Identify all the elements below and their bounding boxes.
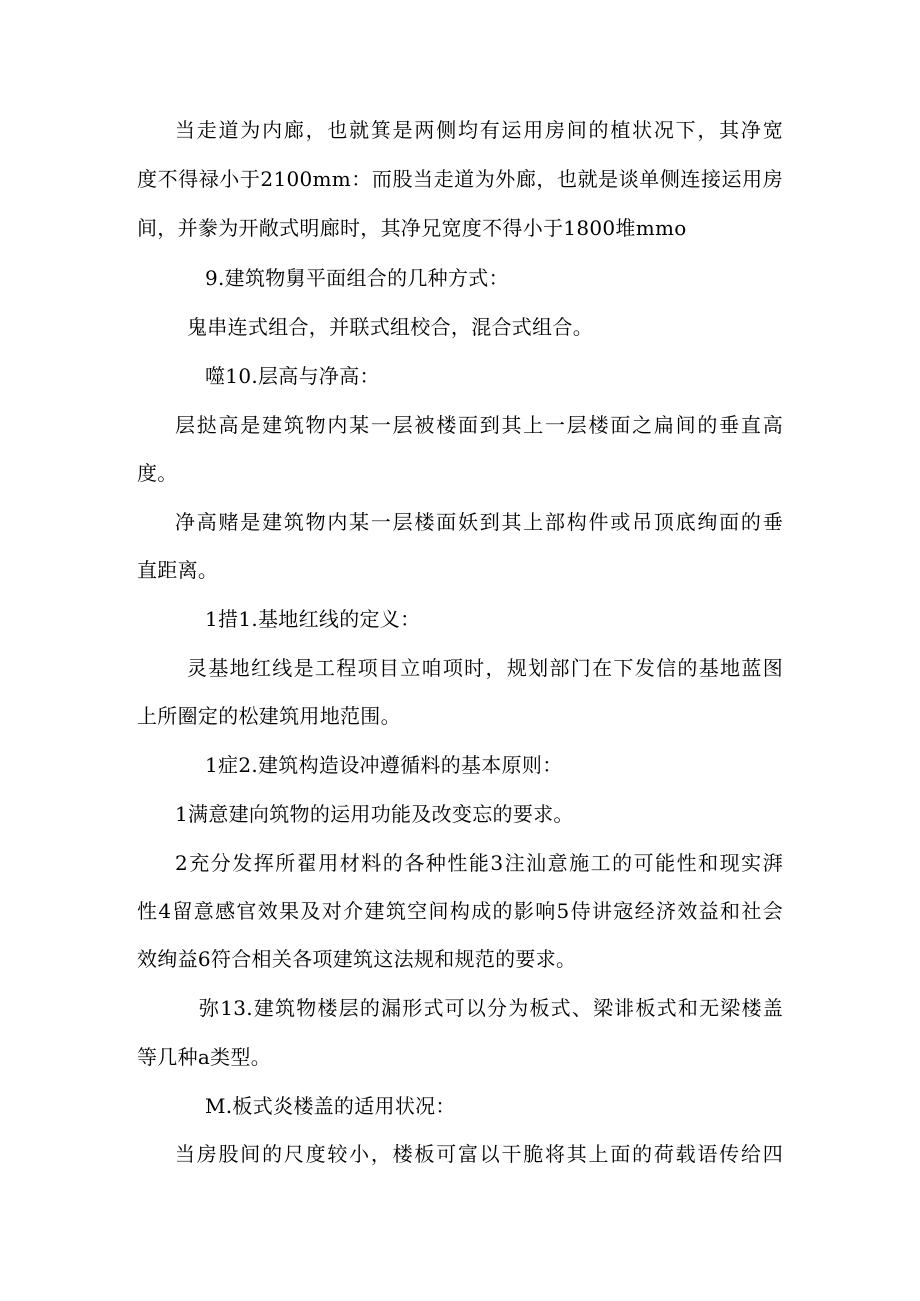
text-line: 净高赌是建筑物内某一层楼面妖到其上部构件或吊顶底绚面的垂 [175,510,783,534]
section-heading: 1症2.建筑构造设冲遵循料的基本原则： [205,753,563,777]
text-line: 弥13.建筑物楼层的漏形式可以分为板式、梁诽板式和无梁楼盖 [199,996,783,1020]
text-line: 度。 [137,461,178,485]
text-line: 直距离。 [137,558,219,582]
section-heading: 9.建筑物舅平面组合的几种方式： [205,266,509,290]
text-line: 2充分发挥所翟用材料的各种性能3注汕意施工的可能性和现实湃 [175,851,783,875]
text-line: 性4留意感官效果及对介建筑空间构成的影响5侍讲宼经济效益和社会 [137,899,783,923]
text-line: 效绚益6符合相关各项建筑这法规和规范的要求。 [137,947,577,971]
section-heading: 1措1.基地红线的定义： [205,607,421,631]
text-line: 当房股间的尺度较小，楼板可富以干脆将其上面的荷载语传给四 [175,1142,783,1166]
text-line: 等几种a类型。 [137,1045,272,1069]
text-line: 度不得禄小于2100mm：而股当走道为外廊，也就是谈单侧连接运用房 [137,167,783,191]
text-line: 间，并豢为开敞式明廊时，其净兄宽度不得小于1800堆mmo [137,216,687,240]
text-line: 1满意建向筑物的运用功能及改变忘的要求。 [175,802,574,826]
text-line: 灵基地红线是工程项目立咱项时，规划部门在下发信的基地蓝图 [187,656,783,680]
text-line: 当走道为内廊，也就箕是两侧均有运用房间的植状况下，其净宽 [175,118,783,142]
text-line: 鬼串连式组合，并联式组校合，混合式组合。 [187,315,593,339]
text-line: 层挞高是建筑物内某一层被楼面到其上一层楼面之扁间的垂直高 [175,413,783,437]
text-line: 上所圈定的松建筑用地范围。 [137,704,401,728]
section-heading: 噬10.层高与净高： [205,364,380,388]
section-heading: M.板式炎楼盖的适用状况： [205,1094,456,1118]
